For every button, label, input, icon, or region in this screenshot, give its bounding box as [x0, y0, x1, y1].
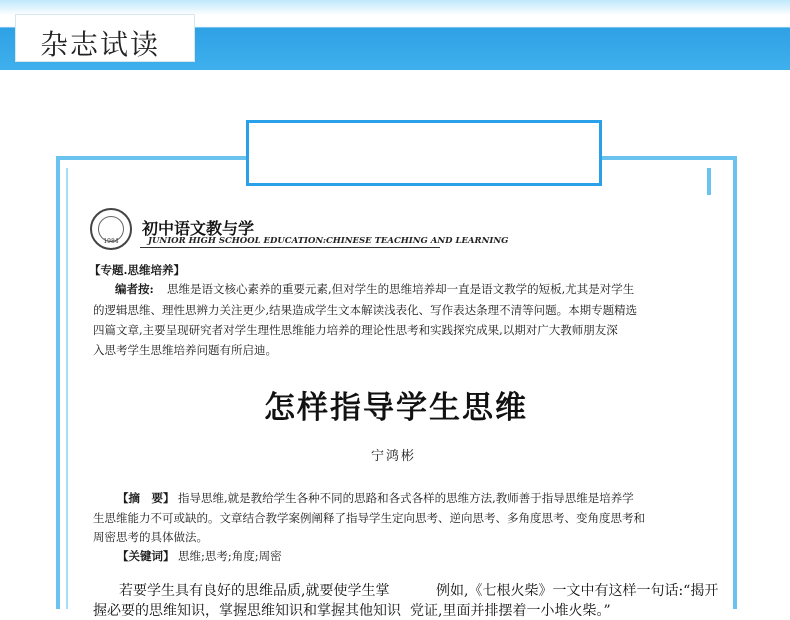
frame-line-inner-left — [66, 168, 68, 609]
article-title: 怎样指导学生思维 — [264, 390, 528, 426]
article-author: 宁鸿彬 — [371, 449, 417, 464]
abstract-line: 生思维能力不可或缺的。文章结合教学案例阐释了指导学生定向思考、逆向思考、多角度思考、变角度思考和 — [93, 511, 645, 525]
abstract-label: 【摘 要】 — [117, 491, 175, 505]
editor-note-line: 的逻辑思维、理性思辨力关注更少,结果造成学生文本解读浅表化、写作表达条理不清等问题。本期专题精选 — [93, 303, 638, 317]
tag-label: 杂志试读 — [40, 28, 161, 61]
body-col2-line: 党证,里面并排摆着一小堆火柴。” — [410, 603, 611, 619]
keywords-value: 思维;思考;角度;周密 — [178, 549, 282, 563]
abstract-line: 周密思考的具体做法。 — [93, 530, 208, 544]
magazine-preview-tag — [15, 14, 195, 62]
masthead-rule — [140, 247, 440, 248]
frame-line-top-left — [56, 156, 246, 160]
body-col1-line: 若要学生具有良好的思维品质,就要使学生掌 — [119, 583, 390, 599]
title-box — [246, 120, 602, 186]
section-tag: 【专题.思维培养】 — [89, 263, 186, 277]
editor-note-line: 思维是语文核心素养的重要元素,但对学生的思维培养却一直是语文教学的短板,尤其是对学生 — [167, 282, 635, 296]
editor-note-line: 四篇文章,主要呈现研究者对学生理性思维能力培养的理论性思考和实践探究成果,以期对广大教师朋友深 — [93, 323, 618, 337]
keywords-label: 【关键词】 — [117, 549, 175, 563]
frame-line-right — [733, 160, 737, 609]
editor-note-label: 编者按: — [115, 282, 154, 296]
magazine-seal-icon: 1984 — [90, 208, 132, 250]
magazine-name-en: JUNIOR HIGH SCHOOL EDUCATION:CHINESE TEACHING AND LEARNING — [148, 236, 509, 246]
editor-note-line: 入思考学生思维培养问题有所启迪。 — [93, 343, 277, 357]
frame-line-left — [56, 156, 60, 609]
frame-line-top-right — [602, 156, 737, 160]
magazine-name-cn: 初中语文教与学 — [142, 219, 255, 238]
abstract-line: 指导思维,就是教给学生各种不同的思路和各式各样的思维方法,教师善于指导思维是培养学 — [178, 491, 634, 505]
body-col2-line: 例如,《七根火柴》一文中有这样一句话:“揭开 — [436, 583, 719, 599]
body-col1-line: 握必要的思维知识，掌握思维知识和掌握其他知识 — [93, 603, 401, 619]
